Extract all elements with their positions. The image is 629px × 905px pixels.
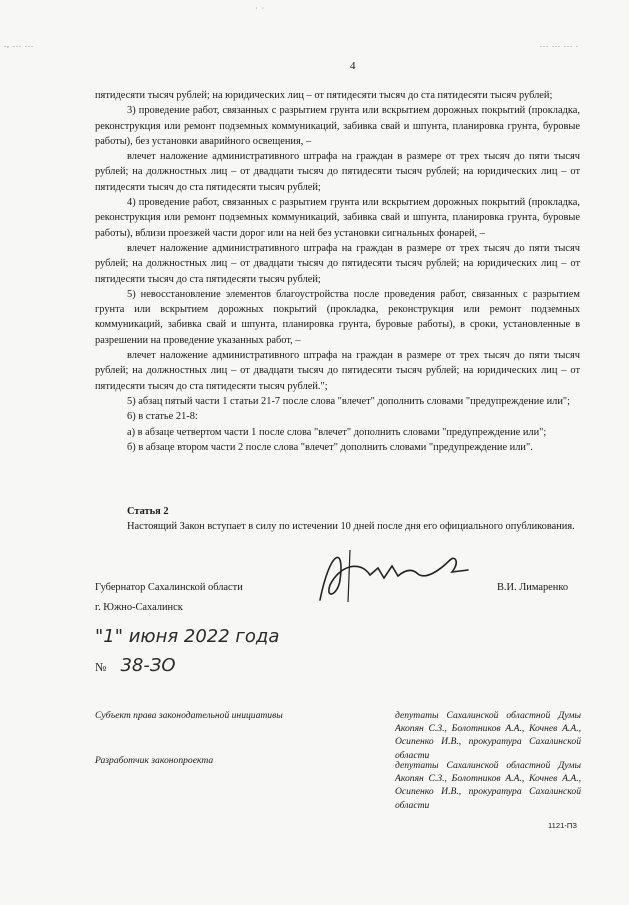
body-paragraph: пятидесяти тысяч рублей; на юридических лиц – от пятидесяти тысяч до ста пятидесяти тысяч рублей; — [95, 90, 553, 101]
governor-title: Губернатор Сахалинской области — [95, 582, 243, 593]
body-paragraph: влечет наложение административного штрафа на граждан в размере от трех тысяч до пяти тысяч рублей; на должностных лиц – от двадцати тысяч до пятидесяти тысяч рублей; на юридических лиц – от пятидесяти тысяч до ста пятидесяти тысяч рублей."; — [95, 350, 580, 392]
body-paragraph: 4) проведение работ, связанных с разрытием грунта или вскрытием дорожных покрытий (прокладка, реконструкция или ремонт подземных коммуникаций, забивка свай и шпунта, планировка грунта, буровые работы), вблизи проезжей части дорог или на ней без установки сигнальных фонарей, – — [95, 197, 580, 239]
body-paragraph: 5) невосстановление элементов благоустройства после проведения работ, связанных с разрытием грунта или вскрытием дорожных покрытий (прокладка, реконструкция или ремонт подземных коммуникаций, забивка свай и шпунта, планировка грунта, буровые работы), в сроки, установленные в разрешении на проведение указанных работ, – — [95, 288, 580, 346]
governor-signature-icon — [300, 540, 480, 610]
article-title: Статья 2 — [127, 506, 169, 517]
developer-label: Разработчик законопроекта — [95, 755, 214, 766]
body-paragraph: 3) проведение работ, связанных с разрытием грунта или вскрытием дорожных покрытий (прокладка, реконструкция или ремонт подземных коммуникаций, забивка свай и шпунта, планировка грунта, буровые работы), без установки аварийного освещения, – — [95, 105, 580, 147]
article-text: Настоящий Закон вступает в силу по истечении 10 дней после дня его официального опубликования. — [127, 521, 575, 533]
body-paragraph: влечет наложение административного штрафа на граждан в размере от трех тысяч до пяти тысяч рублей; на должностных лиц – от двадцати тысяч до пятидесяти тысяч рублей; на юридических лиц – от пятидесяти тысяч до ста пятидесяти тысяч рублей; — [95, 242, 580, 285]
initiative-text: депутаты Сахалинской областной Думы Акопян С.З., Болотников А.А., Кочнев А.А., Осипенко И.В., прокуратура Сахалинской области — [395, 710, 581, 761]
scan-mark-top: · · — [255, 4, 266, 13]
body-paragraph: 6) в статье 21-8: — [127, 411, 198, 423]
governor-name: В.И. Лимаренко — [497, 582, 569, 593]
handwritten-date: "1" июня 2022 года — [95, 626, 280, 647]
body-paragraph: б) в абзаце втором части 2 после слова "влечет" дополнить словами "предупреждение или". — [127, 441, 533, 453]
article-2 — [95, 504, 580, 535]
body-paragraph: а) в абзаце четвертом части 1 после слова "влечет" дополнить словами "предупреждение или"; — [127, 426, 547, 438]
developer-text: депутаты Сахалинской областной Думы Акопян С.З., Болотников А.А., Кочнев А.А., Осипенко И.В., прокуратура Сахалинской области — [395, 760, 581, 811]
body-paragraph: влечет наложение административного штрафа на граждан в размере от трех тысяч до пяти тысяч рублей; на должностных лиц – от двадцати тысяч до пятидесяти тысяч рублей; на юридических лиц – от пятидесяти тысяч до ста пятидесяти тысяч рублей; — [95, 151, 580, 193]
number-prefix: № — [95, 660, 107, 674]
document-code: 1121-ПЗ — [548, 821, 577, 830]
law-body-text — [95, 88, 580, 455]
law-number — [95, 655, 176, 676]
page-number: 4 — [350, 60, 356, 72]
handwritten-number: 38-ЗО — [120, 655, 176, 676]
city: г. Южно-Сахалинск — [95, 602, 183, 613]
body-paragraph: 5) абзац пятый части 1 статьи 21-7 после слова "влечет" дополнить словами "предупреждение или"; — [127, 395, 571, 407]
scan-mark-right: ... ... ... . — [540, 40, 579, 49]
initiative-label: Субъект права законодательной инициативы — [95, 710, 283, 721]
scan-mark-left: ., ... ... — [4, 40, 34, 49]
